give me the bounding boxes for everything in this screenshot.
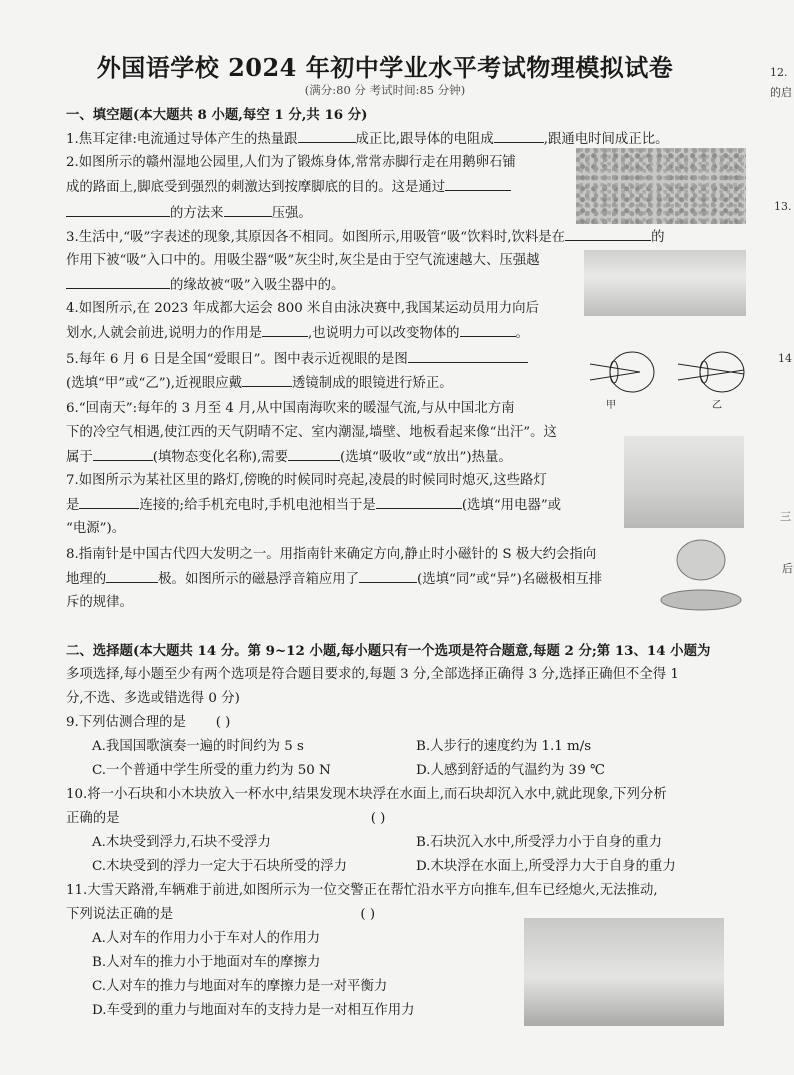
figure-label-yi: 乙 <box>712 400 722 411</box>
question-5-line1: 5.每年 6 月 6 日是全国“爱眼日”。图中表示近视眼的是图 <box>66 348 528 371</box>
answer-blank[interactable] <box>565 226 651 241</box>
answer-blank[interactable] <box>408 348 528 363</box>
question-8-line3: 斥的规律。 <box>66 595 133 610</box>
question-4-line2: 划水,人就会前进,说明力的作用是 ,也说明力可以改变物体的 。 <box>66 322 529 345</box>
answer-paren[interactable]: ( ) <box>370 811 386 826</box>
question-2-line3: 的方法来 压强。 <box>66 202 312 225</box>
answer-blank[interactable] <box>494 128 544 143</box>
question-7-line2: 是 连接的;给手机充电时,手机电池相当于是 (选填“用电器”或 <box>66 494 561 517</box>
answer-blank[interactable] <box>242 372 292 387</box>
question-1: 1.焦耳定律:电流通过导体产生的热量跟 成正比,跟导体的电阻成 ,跟通电时间成正比。 <box>66 128 669 151</box>
answer-blank[interactable] <box>106 568 158 583</box>
margin-mark: 三 <box>780 510 791 523</box>
question-3-line3: 的缘故被“吸”入吸尘器中的。 <box>66 274 344 297</box>
question-11-line1: 11.大雪天路滑,车辆难于前进,如图所示为一位交警正在帮忙沿水平方向推车,但车已经熄火,无法推动, <box>66 883 658 898</box>
answer-paren[interactable]: ( ) <box>360 907 376 922</box>
question-8-line2: 地理的 极。如图所示的磁悬浮音箱应用了 (选填“同”或“异”)名磁极相互排 <box>66 568 602 591</box>
option-9a[interactable]: A.我国国歌演奏一遍的时间约为 5 s <box>92 739 304 754</box>
option-11d[interactable]: D.车受到的重力与地面对车的支持力是一对相互作用力 <box>92 1003 415 1018</box>
question-4-line1: 4.如图所示,在 2023 年成都大运会 800 米自由泳决赛中,我国某运动员用力向后 <box>66 301 539 316</box>
answer-blank[interactable] <box>79 494 139 509</box>
option-10c[interactable]: C.木块受到的浮力一定大于石块所受的浮力 <box>92 859 348 874</box>
answer-blank[interactable] <box>359 568 417 583</box>
question-7-line3: “电源”)。 <box>66 521 126 536</box>
question-10-line2: 正确的是 ( ) <box>66 811 386 826</box>
option-11a[interactable]: A.人对车的作用力小于车对人的作用力 <box>92 931 321 946</box>
exam-subtitle: (满分:80 分 考试时间:85 分钟) <box>304 83 466 97</box>
margin-mark: 13. <box>774 200 792 213</box>
section2-heading-line1: 二、选择题(本大题共 14 分。第 9~12 小题,每小题只有一个选项是符合题意,每题 2 分;第 13、14 小题为 <box>66 643 711 659</box>
exam-title: 外国语学校 2024 年初中学业水平考试物理模拟试卷 <box>96 53 674 82</box>
question-2-line1: 2.如图所示的赣州湿地公园里,人们为了锻炼身体,常常赤脚行走在用鹅卵石铺 <box>66 155 516 170</box>
answer-paren[interactable]: ( ) <box>215 715 231 730</box>
answer-blank[interactable] <box>66 202 170 217</box>
answer-blank[interactable] <box>224 202 272 217</box>
margin-mark: 12. <box>770 66 788 79</box>
question-7-line1: 7.如图所示为某社区里的路灯,傍晚的时候同时亮起,凌晨的时候同时熄灭,这些路灯 <box>66 473 547 488</box>
option-10b[interactable]: B.石块沉入水中,所受浮力小于自身的重力 <box>416 835 662 850</box>
pebble-road-photo <box>576 148 746 224</box>
answer-blank[interactable] <box>460 322 516 337</box>
question-10-line1: 10.将一小石块和小木块放入一杯水中,结果发现木块浮在水面上,而石块却沉入水中,就此现象,下列分析 <box>66 787 667 802</box>
option-10d[interactable]: D.木块浮在水面上,所受浮力大于自身的重力 <box>416 859 676 874</box>
pushing-car-photo <box>524 918 724 1026</box>
option-11b[interactable]: B.人对车的推力小于地面对车的摩擦力 <box>92 955 321 970</box>
maglev-speaker-figure <box>656 534 746 614</box>
question-6-line3: 属于 (填物态变化名称),需要 (选填“吸收”或“放出”)热量。 <box>66 446 512 469</box>
question-11-line2: 下列说法正确的是 ( ) <box>66 907 376 922</box>
answer-blank[interactable] <box>93 446 153 461</box>
question-2-line2: 成的路面上,脚底受到强烈的刺激达到按摩脚底的目的。这是通过 <box>66 176 511 199</box>
question-8-line1: 8.指南针是中国古代四大发明之一。用指南针来确定方向,静止时小磁针的 S 极大约会指向 <box>66 547 597 562</box>
answer-blank[interactable] <box>298 128 356 143</box>
section1-heading: 一、填空题(本大题共 8 小题,每空 1 分,共 16 分) <box>66 107 368 123</box>
answer-blank[interactable] <box>262 322 308 337</box>
section2-heading-line3: 分,不选、多选或错选得 0 分) <box>66 691 240 706</box>
section2-heading-line2: 多项选择,每小题至少有两个选项是符合题目要求的,每题 3 分,全部选择正确得 3 分,选择正确但不全得 1 <box>66 667 679 682</box>
answer-blank[interactable] <box>376 494 462 509</box>
street-lamp-photo <box>624 436 744 528</box>
option-9d[interactable]: D.人感到舒适的气温约为 39 ℃ <box>416 763 605 778</box>
option-10a[interactable]: A.木块受到浮力,石块不受浮力 <box>92 835 271 850</box>
swimming-photo <box>584 250 746 316</box>
margin-mark: 后 <box>782 562 793 575</box>
option-9b[interactable]: B.人步行的速度约为 1.1 m/s <box>416 739 592 754</box>
option-9c[interactable]: C.一个普通中学生所受的重力约为 50 N <box>92 763 331 778</box>
figure-label-jia: 甲 <box>606 400 616 411</box>
question-6-line2: 下的冷空气相遇,使江西的天气阴晴不定、室内潮湿,墙壁、地板看起来像“出汗”。这 <box>66 425 557 440</box>
answer-blank[interactable] <box>66 274 170 289</box>
question-3-line1: 3.生活中,“吸”字表述的现象,其原因各不相同。如图所示,用吸管“吸“饮料时,饮料是在 的 <box>66 226 664 249</box>
margin-mark: 的启 <box>770 86 792 99</box>
question-6-line1: 6.“回南天”:每年的 3 月至 4 月,从中国南海吹来的暖湿气流,与从中国北方南 <box>66 401 515 416</box>
question-5-line2: (选填“甲”或“乙”),近视眼应戴 透镜制成的眼镜进行矫正。 <box>66 372 453 395</box>
question-9-stem: 9.下列估测合理的是 ( ) <box>66 715 231 730</box>
answer-blank[interactable] <box>288 446 340 461</box>
answer-blank[interactable] <box>445 176 511 191</box>
margin-mark: 14 <box>778 352 792 365</box>
option-11c[interactable]: C.人对车的推力与地面对车的摩擦力是一对平衡力 <box>92 979 388 994</box>
question-3-line2: 作用下被“吸”入口中的。用吸尘器“吸”灰尘时,灰尘是由于空气流速越大、压强越 <box>66 253 540 268</box>
